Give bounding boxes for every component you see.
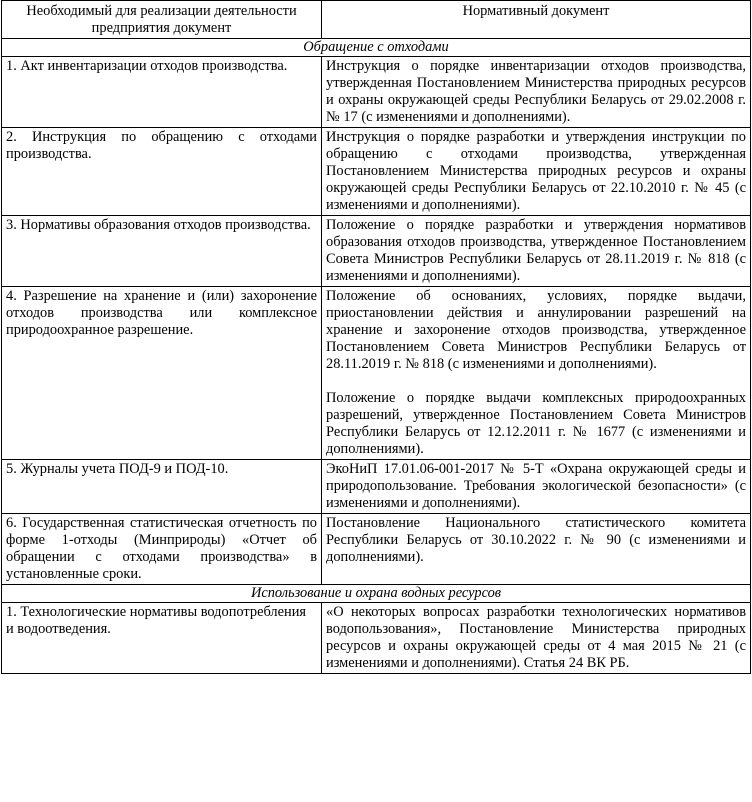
normative-text: Инструкция о порядке разработки и утверждения инструкции по обращению с отходами производства, утвержденная Постановлением Министерства природных ресурсов и охраны окружающей среды Республики Беларусь от 22.10.2010 г. № 45 (с изменениями и дополнениями).: [326, 129, 746, 213]
normative-text: Положение о порядке выдачи комплексных природоохранных разрешений, утвержденное Постановлением Совета Министров Республики Беларусь от 12.12.2011 г. № 1677 (с изменениями и дополнениями).: [326, 390, 746, 457]
normative-document-cell: [322, 216, 751, 287]
normative-text: ЭкоНиП 17.01.06-001-2017 № 5-Т «Охрана окружающей среды и природопользование. Требования экологической безопасности» (с изменениями и дополнениями).: [326, 461, 746, 511]
section-title: Обращение с отходами: [2, 39, 751, 57]
required-document-cell: 1. Акт инвентаризации отходов производства.: [2, 57, 322, 128]
normative-document-cell: [322, 603, 751, 674]
normative-document-cell: [322, 128, 751, 216]
normative-document-cell: [322, 57, 751, 128]
table-row: [2, 287, 751, 460]
header-required-document: Необходимый для реализации деятельности предприятия документ: [2, 1, 322, 39]
normative-text: Постановление Национального статистического комитета Республики Беларусь от 30.10.2022 г. № 90 (с изменениями и дополнениями).: [326, 515, 746, 565]
table-row: [2, 514, 751, 585]
required-document-cell: 6. Государственная статистическая отчетность по форме 1-отходы (Минприроды) «Отчет об обращении с отходами производства» в установленные сроки.: [2, 514, 322, 585]
table-header-row: [2, 1, 751, 39]
normative-document-cell: [322, 460, 751, 514]
normative-text: Инструкция о порядке инвентаризации отходов производства, утвержденная Постановлением Министерства природных ресурсов и охраны окружающей среды Республики Беларусь от 29.02.2008 г. № 17 (с изменениями и дополнениями).: [326, 58, 746, 125]
normative-document-cell: [322, 287, 751, 460]
section-header: [2, 39, 751, 57]
normative-documents-table: [1, 0, 751, 674]
required-document-cell: 3. Нормативы образования отходов производства.: [2, 216, 322, 287]
normative-text: «О некоторых вопросах разработки технологических нормативов водопользования», Постановление Министерства природных ресурсов и охраны окружающей среды от 4 мая 2015 № 21 (с изменениями и дополнениями). Статья 24 ВК РБ.: [326, 604, 746, 671]
table-row: [2, 603, 751, 674]
table-row: [2, 460, 751, 514]
required-document-cell: 1. Технологические нормативы водопотребления и водоотведения.: [2, 603, 322, 674]
normative-text: Положение об основаниях, условиях, порядке выдачи, приостановлении действия и аннулировании разрешений на хранение и захоронение отходов производства, утвержденное Постановлением Совета Министров Республики Беларусь от 28.11.2019 г. № 818 (с изменениями и дополнениями).: [326, 288, 746, 372]
required-document-cell: 5. Журналы учета ПОД-9 и ПОД-10.: [2, 460, 322, 514]
normative-text: Положение о порядке разработки и утверждения нормативов образования отходов производства, утвержденное Постановлением Совета Министров Республики Беларусь от 28.11.2019 г. № 818 (с изменениями и дополнениями).: [326, 217, 746, 284]
section-title: Использование и охрана водных ресурсов: [2, 585, 751, 603]
normative-document-cell: [322, 514, 751, 585]
table-row: [2, 57, 751, 128]
required-document-cell: 4. Разрешение на хранение и (или) захоронение отходов производства или комплексное природоохранное разрешение.: [2, 287, 322, 460]
section-header: [2, 585, 751, 603]
table-row: [2, 128, 751, 216]
table-row: [2, 216, 751, 287]
required-document-cell: 2. Инструкция по обращению с отходами производства.: [2, 128, 322, 216]
header-normative-document: Нормативный документ: [322, 1, 751, 39]
